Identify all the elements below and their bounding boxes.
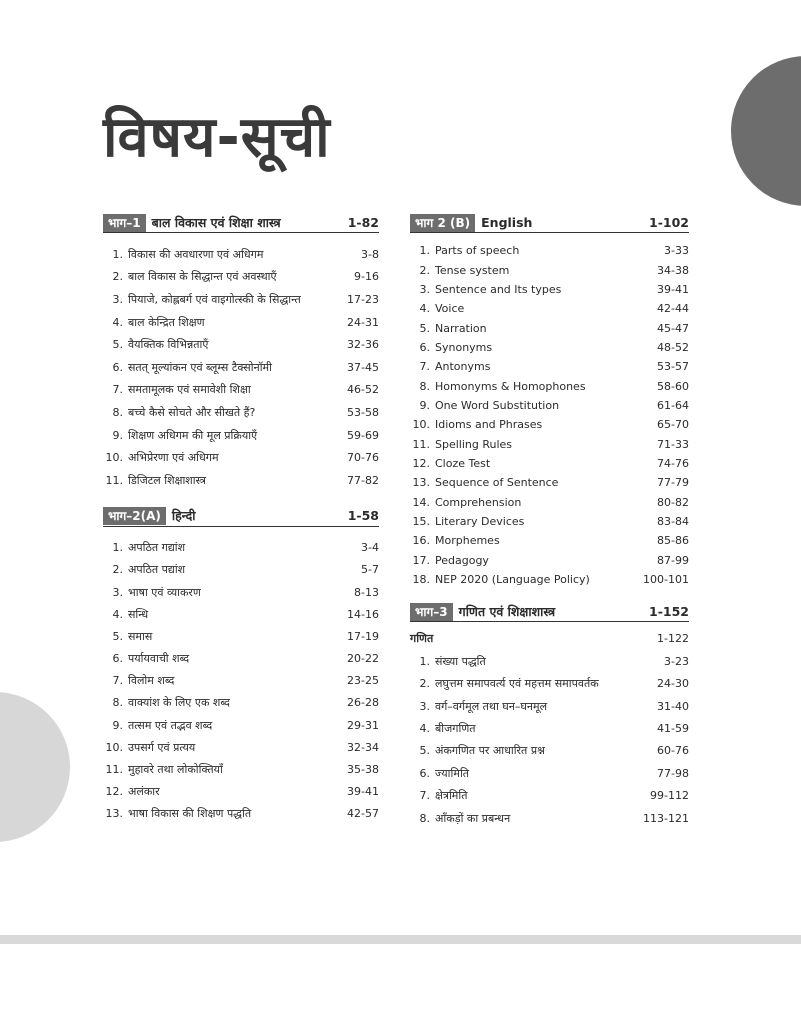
entry-pages: 100-101 — [643, 573, 689, 587]
toc-list-part1 — [103, 243, 379, 492]
entry-number: 8. — [112, 405, 123, 419]
entry-number: 2. — [112, 270, 123, 284]
toc-entry — [103, 670, 379, 692]
section-tag: भाग–1 — [103, 214, 146, 232]
entry-number: 7. — [112, 674, 123, 688]
toc-entry — [103, 603, 379, 625]
entry-number: 6. — [419, 766, 430, 780]
entry-number: 16. — [412, 534, 430, 548]
entry-pages: 83-84 — [657, 514, 689, 528]
toc-entry — [410, 434, 689, 453]
toc-entry — [103, 781, 379, 803]
entry-title: बाल केन्द्रित शिक्षण — [128, 315, 205, 329]
entry-title: One Word Substitution — [435, 398, 560, 412]
toc-entry — [103, 803, 379, 825]
entry-pages: 29-31 — [347, 718, 379, 732]
entry-title: Narration — [435, 321, 487, 335]
entry-title: अभिप्रेरणा एवं अधिगम — [128, 451, 219, 465]
entry-pages: 8-13 — [354, 585, 379, 599]
toc-entry — [410, 492, 689, 511]
entry-number: 5. — [112, 629, 123, 643]
entry-title: Comprehension — [435, 495, 522, 509]
entry-pages: 46-52 — [347, 383, 379, 397]
toc-entry — [410, 357, 689, 376]
entry-title: शिक्षण अधिगम की मूल प्रक्रियाएँ — [128, 428, 258, 442]
entry-pages: 39-41 — [347, 785, 379, 799]
entry-pages: 31-40 — [657, 699, 689, 713]
toc-entry — [410, 531, 689, 550]
entry-pages: 26-28 — [347, 696, 379, 710]
entry-title: मुहावरे तथा लोकोक्तियाँ — [128, 763, 223, 776]
toc-entry — [410, 785, 689, 807]
entry-title: बच्चे कैसे सोचते और सीखते हैं? — [128, 405, 256, 419]
entry-number: 8. — [419, 811, 430, 825]
entry-number: 11. — [105, 763, 123, 776]
entry-title: पियाजे, कोह्लबर्ग एवं वाइगोत्स्की के सिद्धान्त — [128, 292, 301, 306]
entry-title: वैयक्तिक विभिन्नताएँ — [128, 338, 209, 352]
entry-number: 15. — [412, 514, 430, 528]
entry-pages: 17-19 — [347, 629, 379, 643]
entry-pages: 37-45 — [347, 360, 379, 374]
toc-column-left — [103, 212, 379, 825]
toc-entry — [103, 625, 379, 647]
entry-pages: 3-8 — [361, 247, 379, 261]
entry-pages: 77-79 — [657, 476, 689, 490]
entry-pages: 3-4 — [361, 541, 379, 555]
entry-title: भाषा एवं व्याकरण — [128, 585, 201, 599]
entry-pages: 24-30 — [657, 677, 689, 691]
entry-number: 7. — [419, 789, 430, 803]
entry-pages: 113-121 — [643, 811, 689, 825]
entry-pages: 59-69 — [347, 428, 379, 442]
toc-entry — [103, 559, 379, 581]
entry-number: 14. — [412, 495, 430, 509]
entry-number: 11. — [412, 437, 430, 451]
entry-title: सन्धि — [128, 607, 149, 621]
toc-entry — [103, 736, 379, 758]
entry-pages: 53-57 — [657, 360, 689, 374]
entry-pages: 58-60 — [657, 379, 689, 393]
entry-pages: 14-16 — [347, 607, 379, 621]
entry-pages: 39-41 — [657, 282, 689, 296]
entry-number: 1. — [112, 247, 123, 261]
entry-pages: 9-16 — [354, 270, 379, 284]
toc-entry — [103, 758, 379, 780]
footer-bar — [0, 935, 801, 944]
entry-number: 3. — [112, 292, 123, 306]
entry-pages: 70-76 — [347, 451, 379, 465]
toc-entry — [103, 537, 379, 559]
entry-number: 6. — [112, 360, 123, 374]
toc-entry — [103, 692, 379, 714]
entry-pages: 3-23 — [664, 654, 689, 668]
entry-title: ज्यामिति — [435, 766, 470, 780]
toc-entry — [410, 338, 689, 357]
entry-title: पर्यायवाची शब्द — [128, 652, 190, 666]
entry-number: 2. — [419, 677, 430, 691]
entry-title: आँकड़ों का प्रबन्धन — [435, 811, 511, 825]
section-page-range: 1-82 — [347, 214, 379, 230]
entry-pages: 45-47 — [657, 321, 689, 335]
entry-number: 7. — [419, 360, 430, 374]
toc-entry — [410, 673, 689, 695]
toc-entry — [410, 695, 689, 717]
toc-entry — [410, 299, 689, 318]
entry-title: Literary Devices — [435, 514, 525, 528]
entry-number: 1. — [419, 654, 430, 668]
entry-number: 13. — [105, 807, 123, 821]
toc-entry — [103, 647, 379, 669]
entry-pages: 35-38 — [347, 763, 379, 776]
entry-pages: 77-82 — [347, 473, 379, 487]
entry-pages: 42-57 — [347, 807, 379, 821]
toc-entry — [410, 551, 689, 570]
entry-title: Tense system — [435, 263, 510, 277]
toc-entry — [103, 401, 379, 424]
entry-pages: 34-38 — [657, 263, 689, 277]
entry-pages: 48-52 — [657, 340, 689, 354]
entry-pages: 61-64 — [657, 398, 689, 412]
section-title: English — [481, 214, 533, 230]
toc-list-part2b — [410, 241, 689, 589]
toc-entry — [103, 311, 379, 334]
entry-title: सतत् मूल्यांकन एवं ब्लूम्स टैक्सोनॉमी — [128, 360, 272, 374]
toc-entry — [103, 469, 379, 492]
entry-number: 1. — [419, 244, 430, 258]
entry-pages: 23-25 — [347, 674, 379, 688]
entry-pages: 99-112 — [650, 789, 689, 803]
decorative-circle-top-right — [731, 56, 801, 206]
toc-entry — [103, 379, 379, 402]
entry-title: Sequence of Sentence — [435, 476, 559, 490]
entry-pages: 5-7 — [361, 563, 379, 577]
entry-number: 17. — [412, 553, 430, 567]
entry-number: 9. — [112, 428, 123, 442]
page-title: विषय-सूची — [103, 105, 331, 170]
entry-number: 1. — [112, 541, 123, 555]
entry-title: समतामूलक एवं समावेशी शिक्षा — [128, 383, 251, 397]
section-header-part1 — [103, 212, 379, 233]
decorative-circle-bottom-left — [0, 692, 70, 842]
section-page-range: 1-58 — [347, 508, 379, 524]
entry-number: 12. — [105, 785, 123, 799]
entry-number: 5. — [112, 338, 123, 352]
toc-entry — [410, 807, 689, 829]
entry-title: वर्ग–वर्गमूल तथा घन–घनमूल — [435, 699, 548, 713]
entry-pages: 87-99 — [657, 553, 689, 567]
entry-title: क्षेत्रमिति — [435, 789, 468, 803]
entry-number: 5. — [419, 321, 430, 335]
toc-entry — [103, 714, 379, 736]
toc-entry — [410, 512, 689, 531]
toc-entry — [103, 288, 379, 311]
section-page-range: 1-102 — [649, 214, 689, 230]
entry-title: लघुत्तम समापवर्त्य एवं महत्तम समापवर्तक — [435, 677, 599, 691]
toc-entry — [103, 333, 379, 356]
entry-number: 13. — [412, 476, 430, 490]
entry-title: Morphemes — [435, 534, 500, 548]
section-title: बाल विकास एवं शिक्षा शास्त्र — [151, 214, 281, 230]
section-header-part2a — [103, 506, 379, 527]
entry-pages: 77-98 — [657, 766, 689, 780]
entry-number: 9. — [112, 718, 123, 732]
toc-column-right — [410, 212, 689, 829]
entry-pages: 74-76 — [657, 456, 689, 470]
entry-number: 3. — [112, 585, 123, 599]
toc-entry — [410, 241, 689, 260]
entry-number: 10. — [105, 740, 123, 754]
toc-entry — [410, 376, 689, 395]
toc-entry — [410, 454, 689, 473]
toc-entry — [103, 266, 379, 289]
entry-title: Idioms and Phrases — [435, 418, 543, 432]
entry-title: Homonyms & Homophones — [435, 379, 586, 393]
entry-number: 3. — [419, 282, 430, 296]
entry-pages: 24-31 — [347, 315, 379, 329]
toc-entry — [410, 740, 689, 762]
entry-title: बीजगणित — [435, 722, 476, 736]
section-page-range: 1-152 — [649, 603, 689, 619]
toc-list-part3 — [410, 650, 689, 829]
entry-number: 12. — [412, 456, 430, 470]
entry-title: तत्सम एवं तद्भव शब्द — [128, 718, 213, 732]
toc-entry — [103, 243, 379, 266]
entry-number: 5. — [419, 744, 430, 758]
toc-entry — [410, 762, 689, 784]
entry-title: बाल विकास के सिद्धान्त एवं अवस्थाएँ — [128, 270, 277, 284]
entry-pages: 32-36 — [347, 338, 379, 352]
entry-title: अंकगणित पर आधारित प्रश्न — [435, 744, 545, 758]
entry-number: 9. — [419, 398, 430, 412]
entry-pages: 3-33 — [664, 244, 689, 258]
subsection-header-maths — [410, 628, 689, 648]
entry-pages: 60-76 — [657, 744, 689, 758]
entry-pages: 41-59 — [657, 722, 689, 736]
entry-title: Synonyms — [435, 340, 493, 354]
section-header-part2b — [410, 212, 689, 233]
entry-title: संख्या पद्धति — [435, 654, 486, 668]
entry-pages: 20-22 — [347, 652, 379, 666]
entry-pages: 32-34 — [347, 740, 379, 754]
entry-title: Antonyms — [435, 360, 491, 374]
entry-number: 4. — [112, 607, 123, 621]
toc-entry — [103, 356, 379, 379]
toc-entry — [410, 570, 689, 589]
section-title: गणित एवं शिक्षाशास्त्र — [458, 603, 556, 619]
section-tag: भाग–2(A) — [103, 507, 166, 525]
entry-title: भाषा विकास की शिक्षण पद्धति — [128, 807, 252, 821]
entry-pages: 17-23 — [347, 292, 379, 306]
entry-title: Sentence and Its types — [435, 282, 562, 296]
toc-entry — [410, 396, 689, 415]
entry-pages: 65-70 — [657, 418, 689, 432]
entry-title: उपसर्ग एवं प्रत्यय — [128, 740, 196, 754]
entry-number: 2. — [112, 563, 123, 577]
toc-entry — [410, 717, 689, 739]
entry-number: 8. — [419, 379, 430, 393]
toc-list-part2a — [103, 537, 379, 825]
section-header-part3 — [410, 601, 689, 622]
entry-number: 11. — [105, 473, 123, 487]
entry-number: 4. — [419, 722, 430, 736]
entry-title: विकास की अवधारणा एवं अधिगम — [128, 247, 264, 261]
toc-entry — [410, 318, 689, 337]
entry-pages: 85-86 — [657, 534, 689, 548]
subsection-page-range: 1-122 — [657, 631, 689, 645]
entry-title: Pedagogy — [435, 553, 489, 567]
subsection-title: गणित — [410, 631, 434, 645]
toc-entry — [103, 581, 379, 603]
entry-number: 2. — [419, 263, 430, 277]
entry-title: वाक्यांश के लिए एक शब्द — [128, 696, 230, 710]
toc-entry — [410, 473, 689, 492]
entry-pages: 80-82 — [657, 495, 689, 509]
entry-number: 8. — [112, 696, 123, 710]
entry-number: 7. — [112, 383, 123, 397]
entry-title: डिजिटल शिक्षाशास्त्र — [128, 473, 206, 487]
entry-title: अलंकार — [128, 785, 160, 799]
entry-pages: 42-44 — [657, 302, 689, 316]
entry-title: Spelling Rules — [435, 437, 513, 451]
entry-pages: 53-58 — [347, 405, 379, 419]
entry-title: Voice — [435, 302, 465, 316]
toc-entry — [410, 280, 689, 299]
entry-number: 10. — [105, 451, 123, 465]
entry-title: Cloze Test — [435, 456, 491, 470]
section-title: हिन्दी — [171, 508, 196, 524]
entry-number: 6. — [419, 340, 430, 354]
entry-title: अपठित पद्यांश — [128, 563, 186, 577]
entry-number: 4. — [419, 302, 430, 316]
entry-title: विलोम शब्द — [128, 674, 175, 688]
entry-title: अपठित गद्यांश — [128, 541, 186, 555]
entry-number: 10. — [412, 418, 430, 432]
toc-entry — [410, 415, 689, 434]
toc-entry — [103, 424, 379, 447]
entry-title: Parts of speech — [435, 244, 520, 258]
entry-number: 18. — [412, 573, 430, 587]
entry-number: 6. — [112, 652, 123, 666]
section-tag: भाग 2 (B) — [410, 214, 475, 232]
section-tag: भाग–3 — [410, 603, 453, 621]
entry-number: 3. — [419, 699, 430, 713]
toc-entry — [410, 650, 689, 672]
toc-entry — [103, 446, 379, 469]
entry-pages: 71-33 — [657, 437, 689, 451]
entry-number: 4. — [112, 315, 123, 329]
entry-title: NEP 2020 (Language Policy) — [435, 573, 590, 587]
toc-entry — [410, 260, 689, 279]
entry-title: समास — [128, 629, 153, 643]
